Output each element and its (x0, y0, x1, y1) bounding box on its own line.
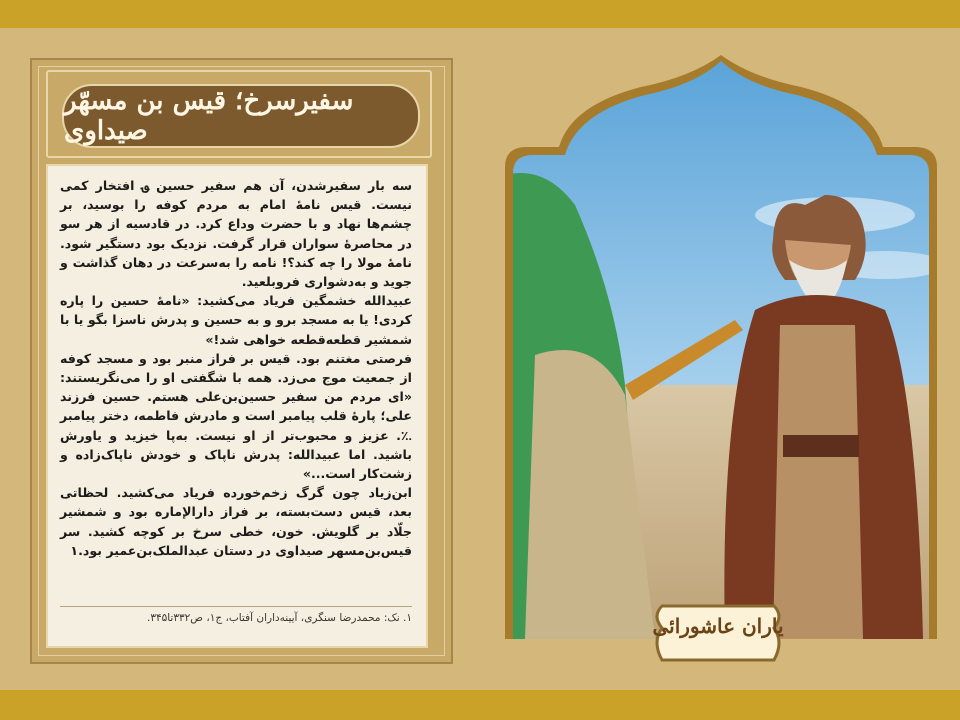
belt (783, 435, 859, 457)
story-box (46, 164, 428, 648)
text-panel (30, 58, 453, 664)
story-text (60, 176, 412, 560)
paragraph-3: فرصتی مغتنم بود. قیس بر فراز منبر بود و مسجد کوفه از جمعیت موج می‌زد. همه با شگفتی او را می‌نگریستند: «ای مردم من سفیر حسین‌بن‌علی هستم. حسین فرزند علی؛ پارهٔ قلب پیامبر است و مادرش فاطمه، دختر پیامبر ؉. عزیز و محبوب‌تر از او نیست. به‌پا خیزید و یاورش باشید. اما عبیدالله: پدرش ناپاک و خودش ناپاک‌زاده و زشت‌کار است...» (60, 350, 412, 482)
top-gold-band (0, 0, 960, 28)
paragraph-4: ابن‌زیاد چون گرگ زخم‌خورده فریاد می‌کشید. لحظاتی بعد، قیس دست‌بسته، بر فراز دارالإماره بود و شمشیر جلّاد بر گلویش. خون، خطی سرخ بر کوچه کشید. سر قیس‌بن‌مسهر صیداوی در دستان عبدالملک‌بن‌عمیر بود.۱ (60, 485, 412, 558)
footnote-divider (60, 606, 412, 607)
footnote: ۱. نک: محمدرضا سنگری، آیینه‌داران آفتاب، ج۱، ص۳۳۲تا۳۴۵. (146, 612, 412, 624)
title-pill (62, 84, 420, 148)
paragraph-2: عبیدالله خشمگین فریاد می‌کشید: «نامهٔ حسین را پاره کردی! یا به مسجد برو و به حسین و پدرش ناسزا بگو یا با شمشیر قطعه‌قطعه خواهی شد!» (60, 293, 412, 347)
illustration (505, 55, 937, 639)
illustration-frame (505, 55, 937, 639)
title-frame (46, 70, 432, 158)
badge-label: یاران عاشورائی (652, 614, 784, 638)
tunic (773, 325, 863, 639)
paragraph-1: سه بار سفیرشدن، آن هم سفیر حسین ؈ افتخار کمی نیست. قیس نامهٔ امام به مردم کوفه را بوسید، بر چشم‌ها نهاد و با حضرت وداع کرد. در قادسیه از هر سو در محاصرهٔ سواران قرار گرفت. نزدیک بود دستگیر شود. نامهٔ مولا را چه کند؟! نامه را به‌سرعت در دهان گذاشت و جوید و به‌دشواری فروبلعید. (60, 178, 412, 290)
series-badge (648, 598, 788, 668)
bottom-gold-band (0, 690, 960, 720)
page-title: سفیرسرخ؛ قیس بن مسهّر صیداوی (64, 86, 354, 146)
